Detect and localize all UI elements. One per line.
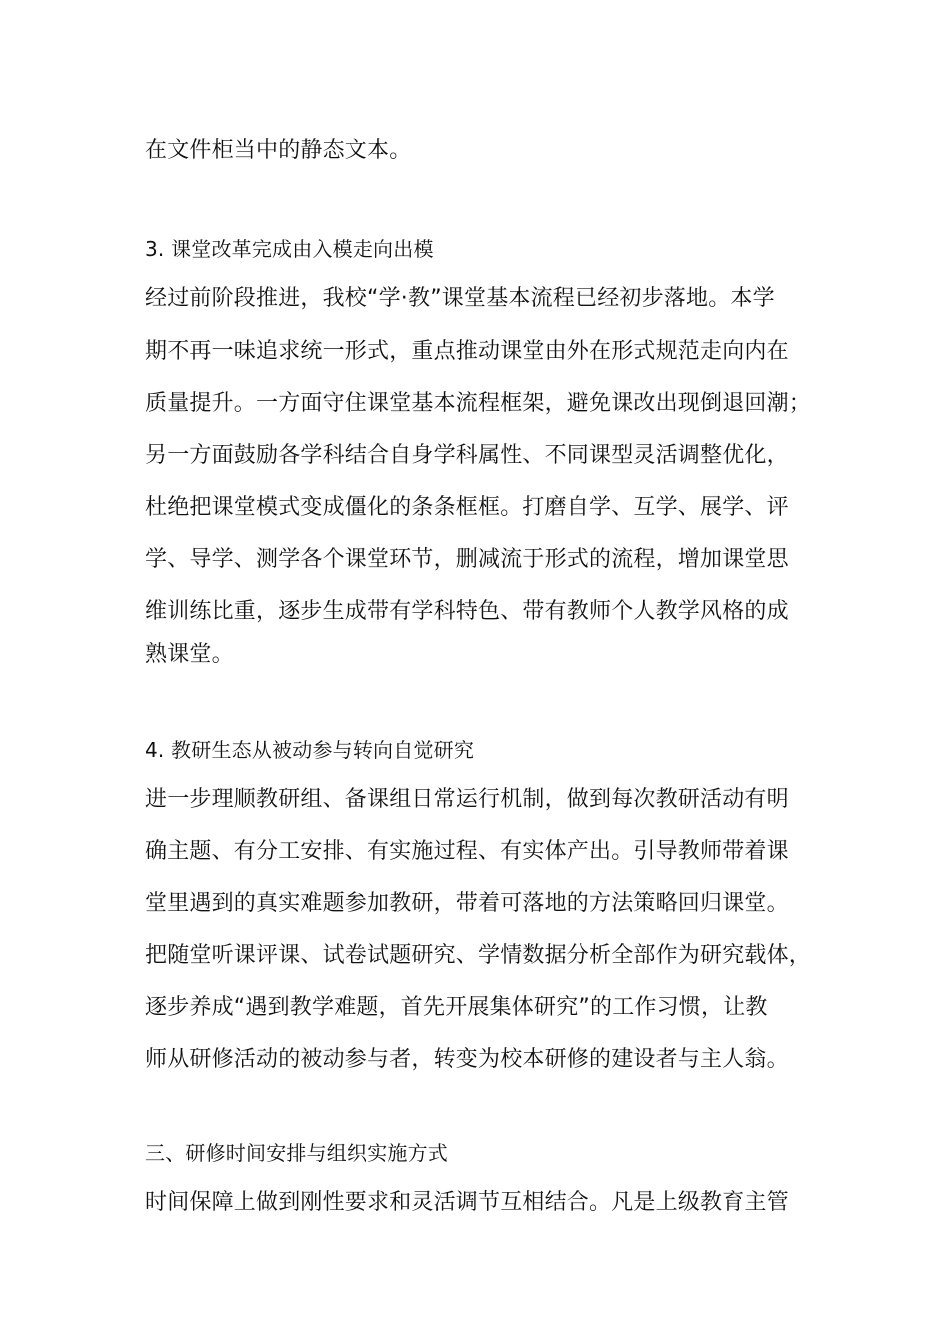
section-heading-3: 3. 课堂改革完成由入模走向出模 (145, 237, 434, 261)
paragraph-line: 逐步养成“遇到教学难题，首先开展集体研究”的工作习惯，让教 (145, 995, 768, 1020)
paragraph-line: 熟课堂。 (145, 642, 234, 667)
paragraph-line: 杜绝把课堂模式变成僵化的条条框框。打磨自学、互学、展学、评 (145, 495, 789, 520)
paragraph-line: 维训练比重，逐步生成带有学科特色、带有教师个人教学风格的成 (145, 599, 789, 624)
paragraph-line: 学、导学、测学各个课堂环节，删减流于形式的流程，增加课堂思 (145, 547, 789, 572)
paragraph-line: 时间保障上做到刚性要求和灵活调节互相结合。凡是上级教育主管 (145, 1190, 789, 1215)
paragraph-line: 师从研修活动的被动参与者，转变为校本研修的建设者与主人翁。 (145, 1047, 789, 1072)
paragraph-line: 进一步理顺教研组、备课组日常运行机制，做到每次教研活动有明 (145, 787, 789, 812)
section-heading-three: 三、研修时间安排与组织实施方式 (145, 1141, 448, 1165)
paragraph-line: 把随堂听课评课、试卷试题研究、学情数据分析全部作为研究载体， (145, 943, 812, 968)
paragraph-line: 期不再一味追求统一形式，重点推动课堂由外在形式规范走向内在 (145, 339, 789, 364)
paragraph-line: 另一方面鼓励各学科结合自身学科属性、不同课型灵活调整优化， (145, 443, 789, 468)
paragraph-line: 质量提升。一方面守住课堂基本流程框架，避免课改出现倒退回潮； (145, 391, 812, 416)
section-heading-4: 4. 教研生态从被动参与转向自觉研究 (145, 738, 475, 762)
paragraph-line: 确主题、有分工安排、有实施过程、有实体产出。引导教师带着课 (145, 839, 789, 864)
paragraph-line: 堂里遇到的真实难题参加教研，带着可落地的方法策略回归课堂。 (145, 891, 789, 916)
paragraph-line: 经过前阶段推进，我校“学·教”课堂基本流程已经初步落地。本学 (145, 286, 775, 311)
paragraph-line: 在文件柜当中的静态文本。 (145, 138, 412, 163)
